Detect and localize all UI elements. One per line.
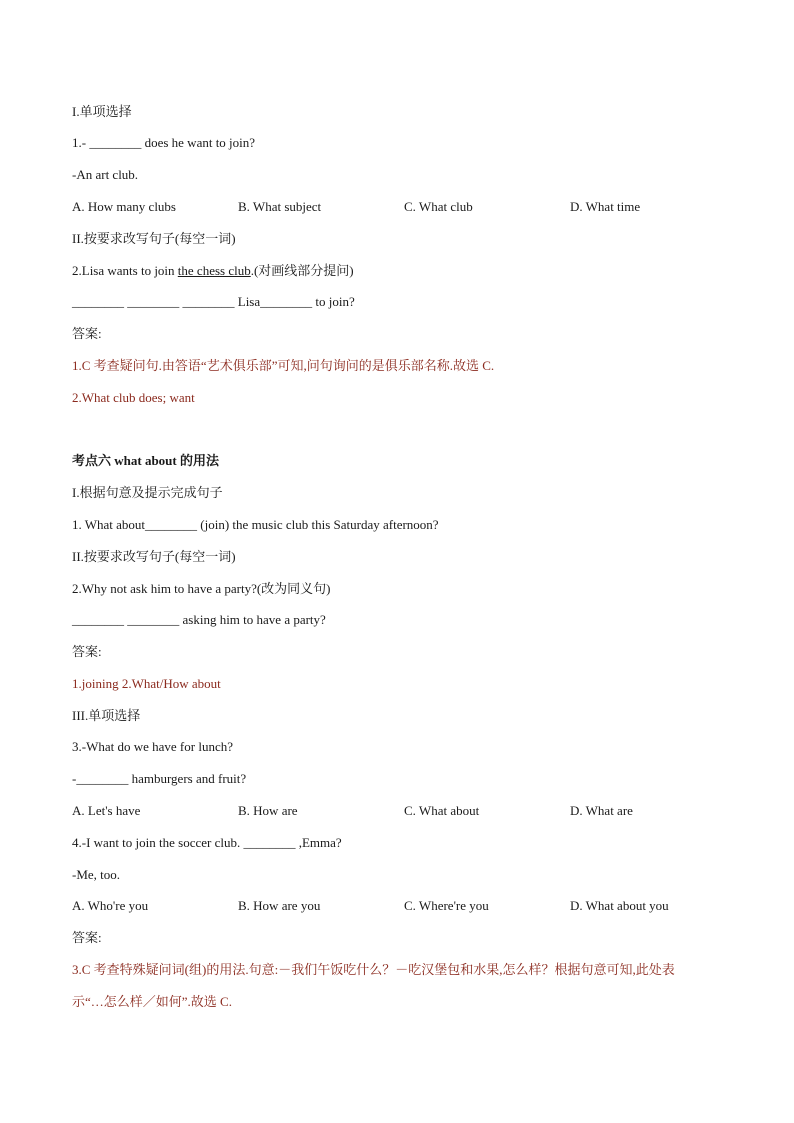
q3-option-b: B. How are (238, 803, 298, 818)
heading-complete-sentences: I.根据句意及提示完成句子 (72, 485, 223, 500)
question-1-reply: -An art club. (72, 167, 139, 182)
heading-single-choice: I.单项选择 (72, 104, 132, 119)
q2-prefix: 2.Lisa wants to join (72, 263, 178, 278)
q4-option-d: D. What about you (570, 898, 669, 913)
q3-option-c: C. What about (404, 803, 480, 818)
question-2-blanks: ________ ________ ________ Lisa________ to join? (72, 294, 355, 309)
s6-question-2: 2.Why not ask him to have a party?(改为同义句) (72, 581, 331, 596)
q1-option-b: B. What subject (238, 199, 322, 214)
q1-option-c: C. What club (404, 199, 473, 214)
answer-2: 2.What club does; want (72, 390, 195, 405)
s6-heading-rewrite: II.按要求改写句子(每空一词) (72, 549, 236, 564)
q2-suffix: .(对画线部分提问) (250, 263, 354, 278)
question-1-stem: 1.- ________ does he want to join? (72, 135, 256, 150)
q4-option-a: A. Who're you (72, 898, 149, 913)
s6-answer-1-2: 1.joining 2.What/How about (72, 676, 221, 691)
s6-answer-label: 答案: (72, 644, 102, 659)
s6-question-1: 1. What about________ (join) the music club this Saturday afternoon? (72, 517, 439, 532)
heading-rewrite: II.按要求改写句子(每空一词) (72, 231, 236, 246)
s6-answer-label-2: 答案: (72, 930, 102, 945)
s6-question-3-reply: -________ hamburgers and fruit? (72, 771, 247, 786)
answer-label: 答案: (72, 326, 102, 341)
q1-option-a: A. How many clubs (72, 199, 176, 214)
s6-heading-single-choice: III.单项选择 (72, 708, 141, 723)
q4-option-c: C. Where're you (404, 898, 489, 913)
q3-option-a: A. Let's have (72, 803, 141, 818)
q1-option-d: D. What time (570, 199, 641, 214)
question-2-stem (72, 262, 354, 280)
s6-question-3-stem: 3.-What do we have for lunch? (72, 739, 233, 754)
q3-option-d: D. What are (570, 803, 633, 818)
section-title: 考点六 what about 的用法 (72, 453, 219, 468)
answer-1: 1.C 考查疑问句.由答语“艺术俱乐部”可知,问句询问的是俱乐部名称.故选 C. (72, 358, 495, 373)
q2-underlined-phrase: the chess club (177, 263, 251, 278)
s6-question-2-blanks: ________ ________ asking him to have a party? (72, 612, 326, 627)
s6-answer-3-line1: 3.C 考查特殊疑问词(组)的用法.句意:－我们午饭吃什么？－吃汉堡包和水果,怎么样？根据句意可知,此处表 (72, 962, 675, 977)
s6-answer-3-line2: 示“…怎么样／如何”.故选 C. (72, 994, 232, 1009)
s6-question-4-reply: -Me, too. (72, 867, 121, 882)
s6-question-4-stem: 4.-I want to join the soccer club. ________ ,Emma? (72, 835, 342, 850)
q4-option-b: B. How are you (238, 898, 321, 913)
